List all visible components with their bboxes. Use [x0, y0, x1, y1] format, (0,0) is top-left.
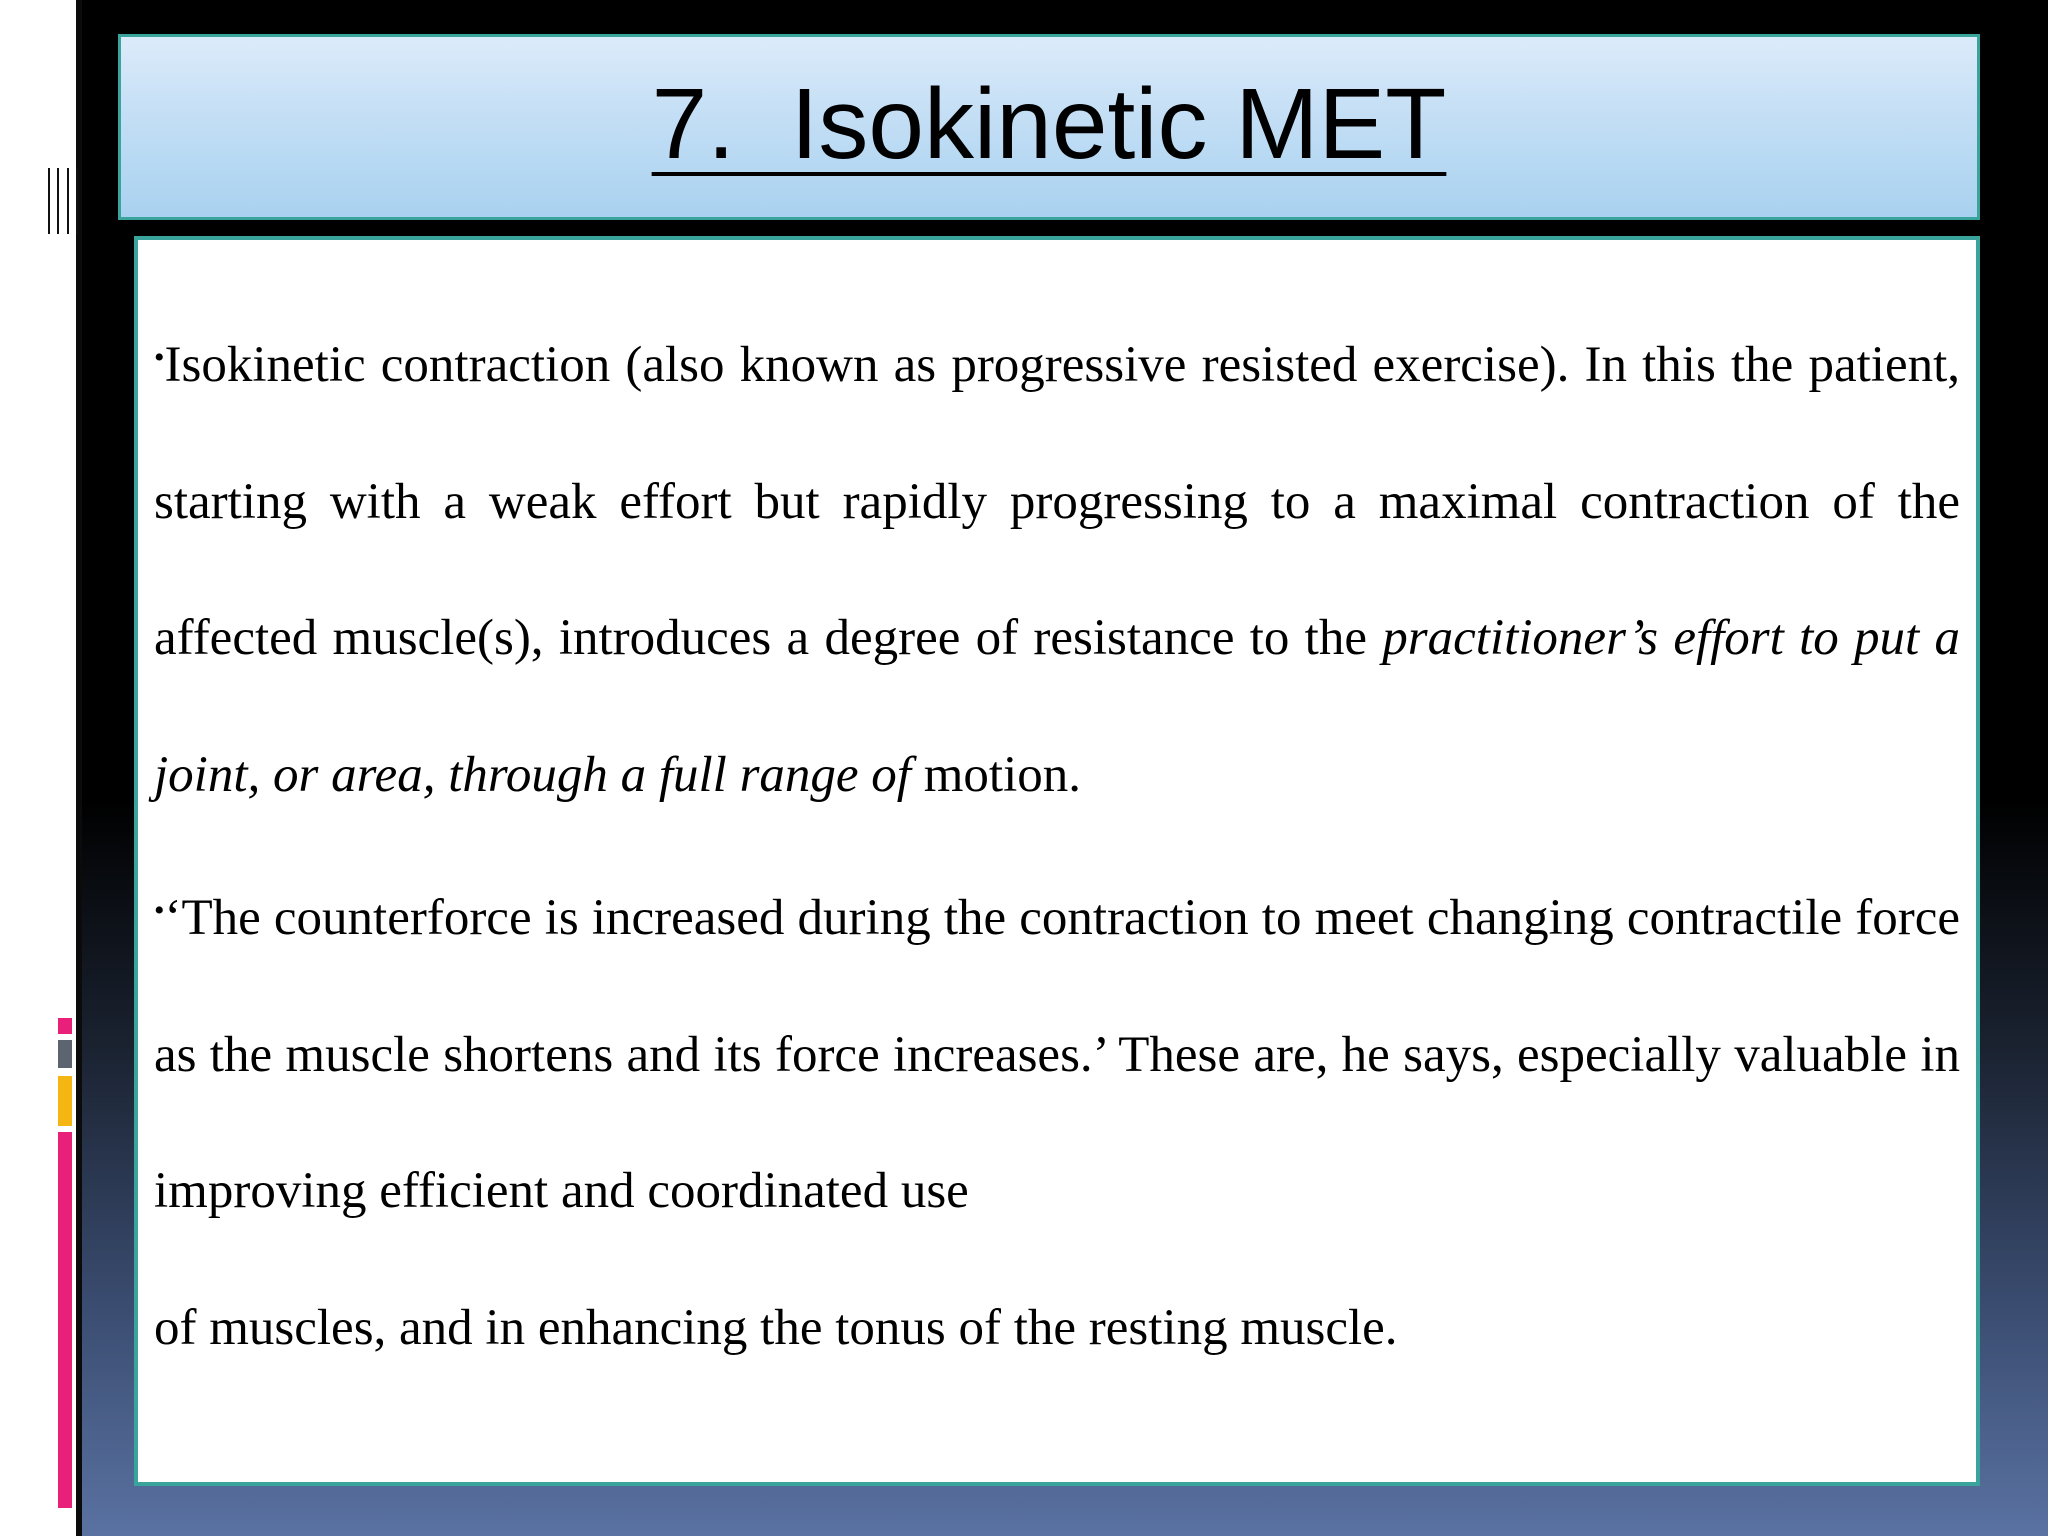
accent-bar-gray [58, 1040, 72, 1068]
title-banner [118, 34, 1980, 220]
accent-bar-pink-small [58, 1018, 72, 1034]
bullet-icon: • [154, 341, 165, 374]
decorative-vertical-lines [48, 168, 78, 234]
bullet-2-last-line: of muscles, and in enhancing the tonus of the resting muscle. [154, 1299, 1398, 1356]
bullet-1-tail-text: motion. [910, 746, 1081, 803]
accent-bar-pink-tall [58, 1132, 72, 1508]
bullet-1-italic-text: practitioner’s effort to put a joint, or area, through a full range of [154, 610, 1960, 803]
bullet-icon: • [154, 894, 165, 927]
bullet-1-text: Isokinetic contraction (also known as progressive resisted exercise). In this the patient, starting with a weak effort but rapidly progressing to a maximal contraction of the affected muscle(s), introduces a degree of resistance to the [154, 337, 1960, 666]
bullet-2-text: ‘The counterforce is increased during the contraction to meet changing contractile force as the muscle shortens and its force increases.’ These are, he says, especially valuable in improving efficient and coordinated use [154, 890, 1960, 1219]
bullet-paragraph-2 [154, 843, 1960, 1396]
slide-body [154, 290, 1960, 1396]
bullet-paragraph-1 [154, 290, 1960, 843]
slide-title: 7. Isokinetic MET [651, 68, 1447, 180]
accent-bar-gold [58, 1076, 72, 1126]
